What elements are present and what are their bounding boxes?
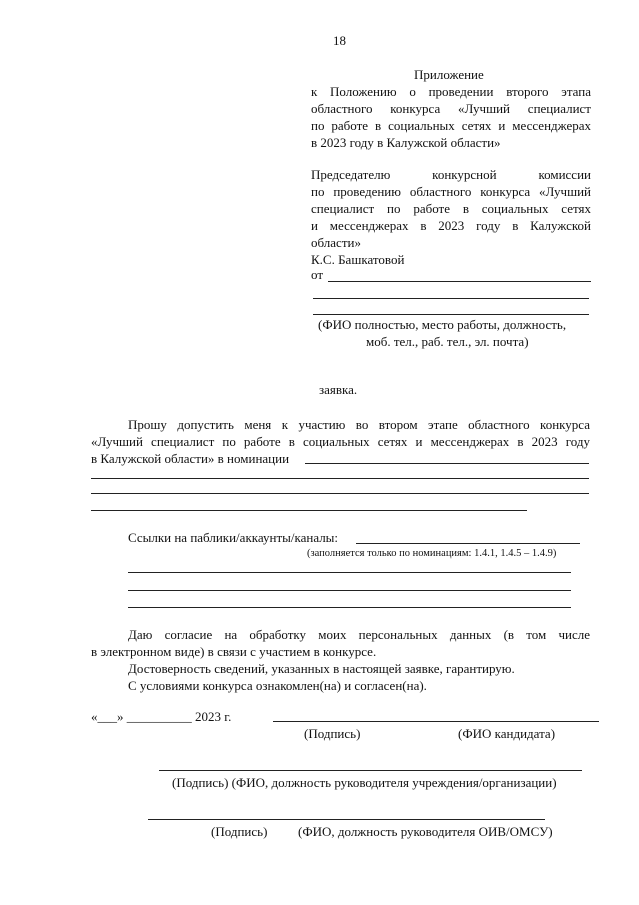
oiv-fio-label: (ФИО, должность руководителя ОИВ/ОМСУ) — [298, 824, 553, 839]
addressee-line: и мессенджерах в 2023 году в Калужской — [311, 218, 591, 233]
nomination-blank-line[interactable] — [91, 478, 589, 479]
request-line: «Лучший специалист по работе в социальных сетях и мессенджерах в 2023 году — [91, 434, 590, 449]
consent-line: С условиями конкурса ознакомлен(на) и согласен(на). — [128, 678, 427, 693]
links-blank-line[interactable] — [128, 607, 571, 608]
from-label: от — [311, 267, 324, 282]
request-line: Прошу допустить меня к участию во втором этапе областного конкурса — [128, 417, 590, 432]
from-blank-line[interactable] — [313, 298, 589, 299]
nomination-blank-line[interactable] — [91, 510, 527, 511]
fio-hint: (ФИО полностью, место работы, должность, — [318, 317, 567, 332]
appendix-line: к Положению о проведении второго этапа — [311, 84, 591, 99]
head-signature-line[interactable] — [159, 770, 582, 771]
oiv-signature-line[interactable] — [148, 819, 545, 820]
consent-line: Достоверность сведений, указанных в настоящей заявке, гарантирую. — [128, 661, 515, 676]
page-number: 18 — [333, 33, 346, 48]
head-signature-label: (Подпись) (ФИО, должность руководителя учреждения/организации) — [172, 775, 557, 790]
consent-line: Даю согласие на обработку моих персональных данных (в том числе — [128, 627, 590, 642]
candidate-fio-label: (ФИО кандидата) — [458, 726, 556, 741]
document-title: заявка. — [319, 382, 358, 397]
from-blank-line[interactable] — [328, 281, 591, 282]
appendix-line: по работе в социальных сетях и мессенджерах — [311, 118, 591, 133]
fio-hint: моб. тел., раб. тел., эл. почта) — [366, 334, 529, 349]
addressee-line: по проведению областного конкурса «Лучший — [311, 184, 591, 199]
addressee-block — [311, 166, 591, 268]
appendix-line: областного конкурса «Лучший специалист — [311, 101, 591, 116]
consent-line: в электронном виде) в связи с участием в конкурсе. — [91, 644, 377, 659]
addressee-line: Председателю конкурсной комиссии — [311, 167, 591, 182]
addressee-line: области» — [311, 235, 361, 250]
from-blank-line[interactable] — [313, 314, 589, 315]
nomination-blank-line[interactable] — [91, 493, 589, 494]
links-blank-line[interactable] — [128, 590, 571, 591]
candidate-signature-line[interactable] — [273, 721, 599, 722]
links-hint: (заполняется только по номинациям: 1.4.1, 1.4.5 – 1.4.9) — [307, 548, 557, 559]
nomination-blank-line[interactable] — [305, 463, 589, 464]
oiv-sign-label: (Подпись) — [211, 824, 268, 839]
links-blank-line[interactable] — [128, 572, 571, 573]
request-line: в Калужской области» в номинации — [91, 451, 290, 466]
appendix-title: Приложение — [414, 67, 484, 82]
addressee-line: специалист по работе в социальных сетях — [311, 201, 591, 216]
links-label: Ссылки на паблики/аккаунты/каналы: — [128, 530, 339, 545]
date-field[interactable]: «___» __________ 2023 г. — [91, 709, 232, 724]
addressee-name: К.С. Башкатовой — [311, 252, 405, 267]
appendix-line: в 2023 году в Калужской области» — [311, 135, 501, 150]
candidate-sign-label: (Подпись) — [304, 726, 361, 741]
links-blank-line[interactable] — [356, 543, 580, 544]
appendix-reference — [311, 83, 591, 151]
